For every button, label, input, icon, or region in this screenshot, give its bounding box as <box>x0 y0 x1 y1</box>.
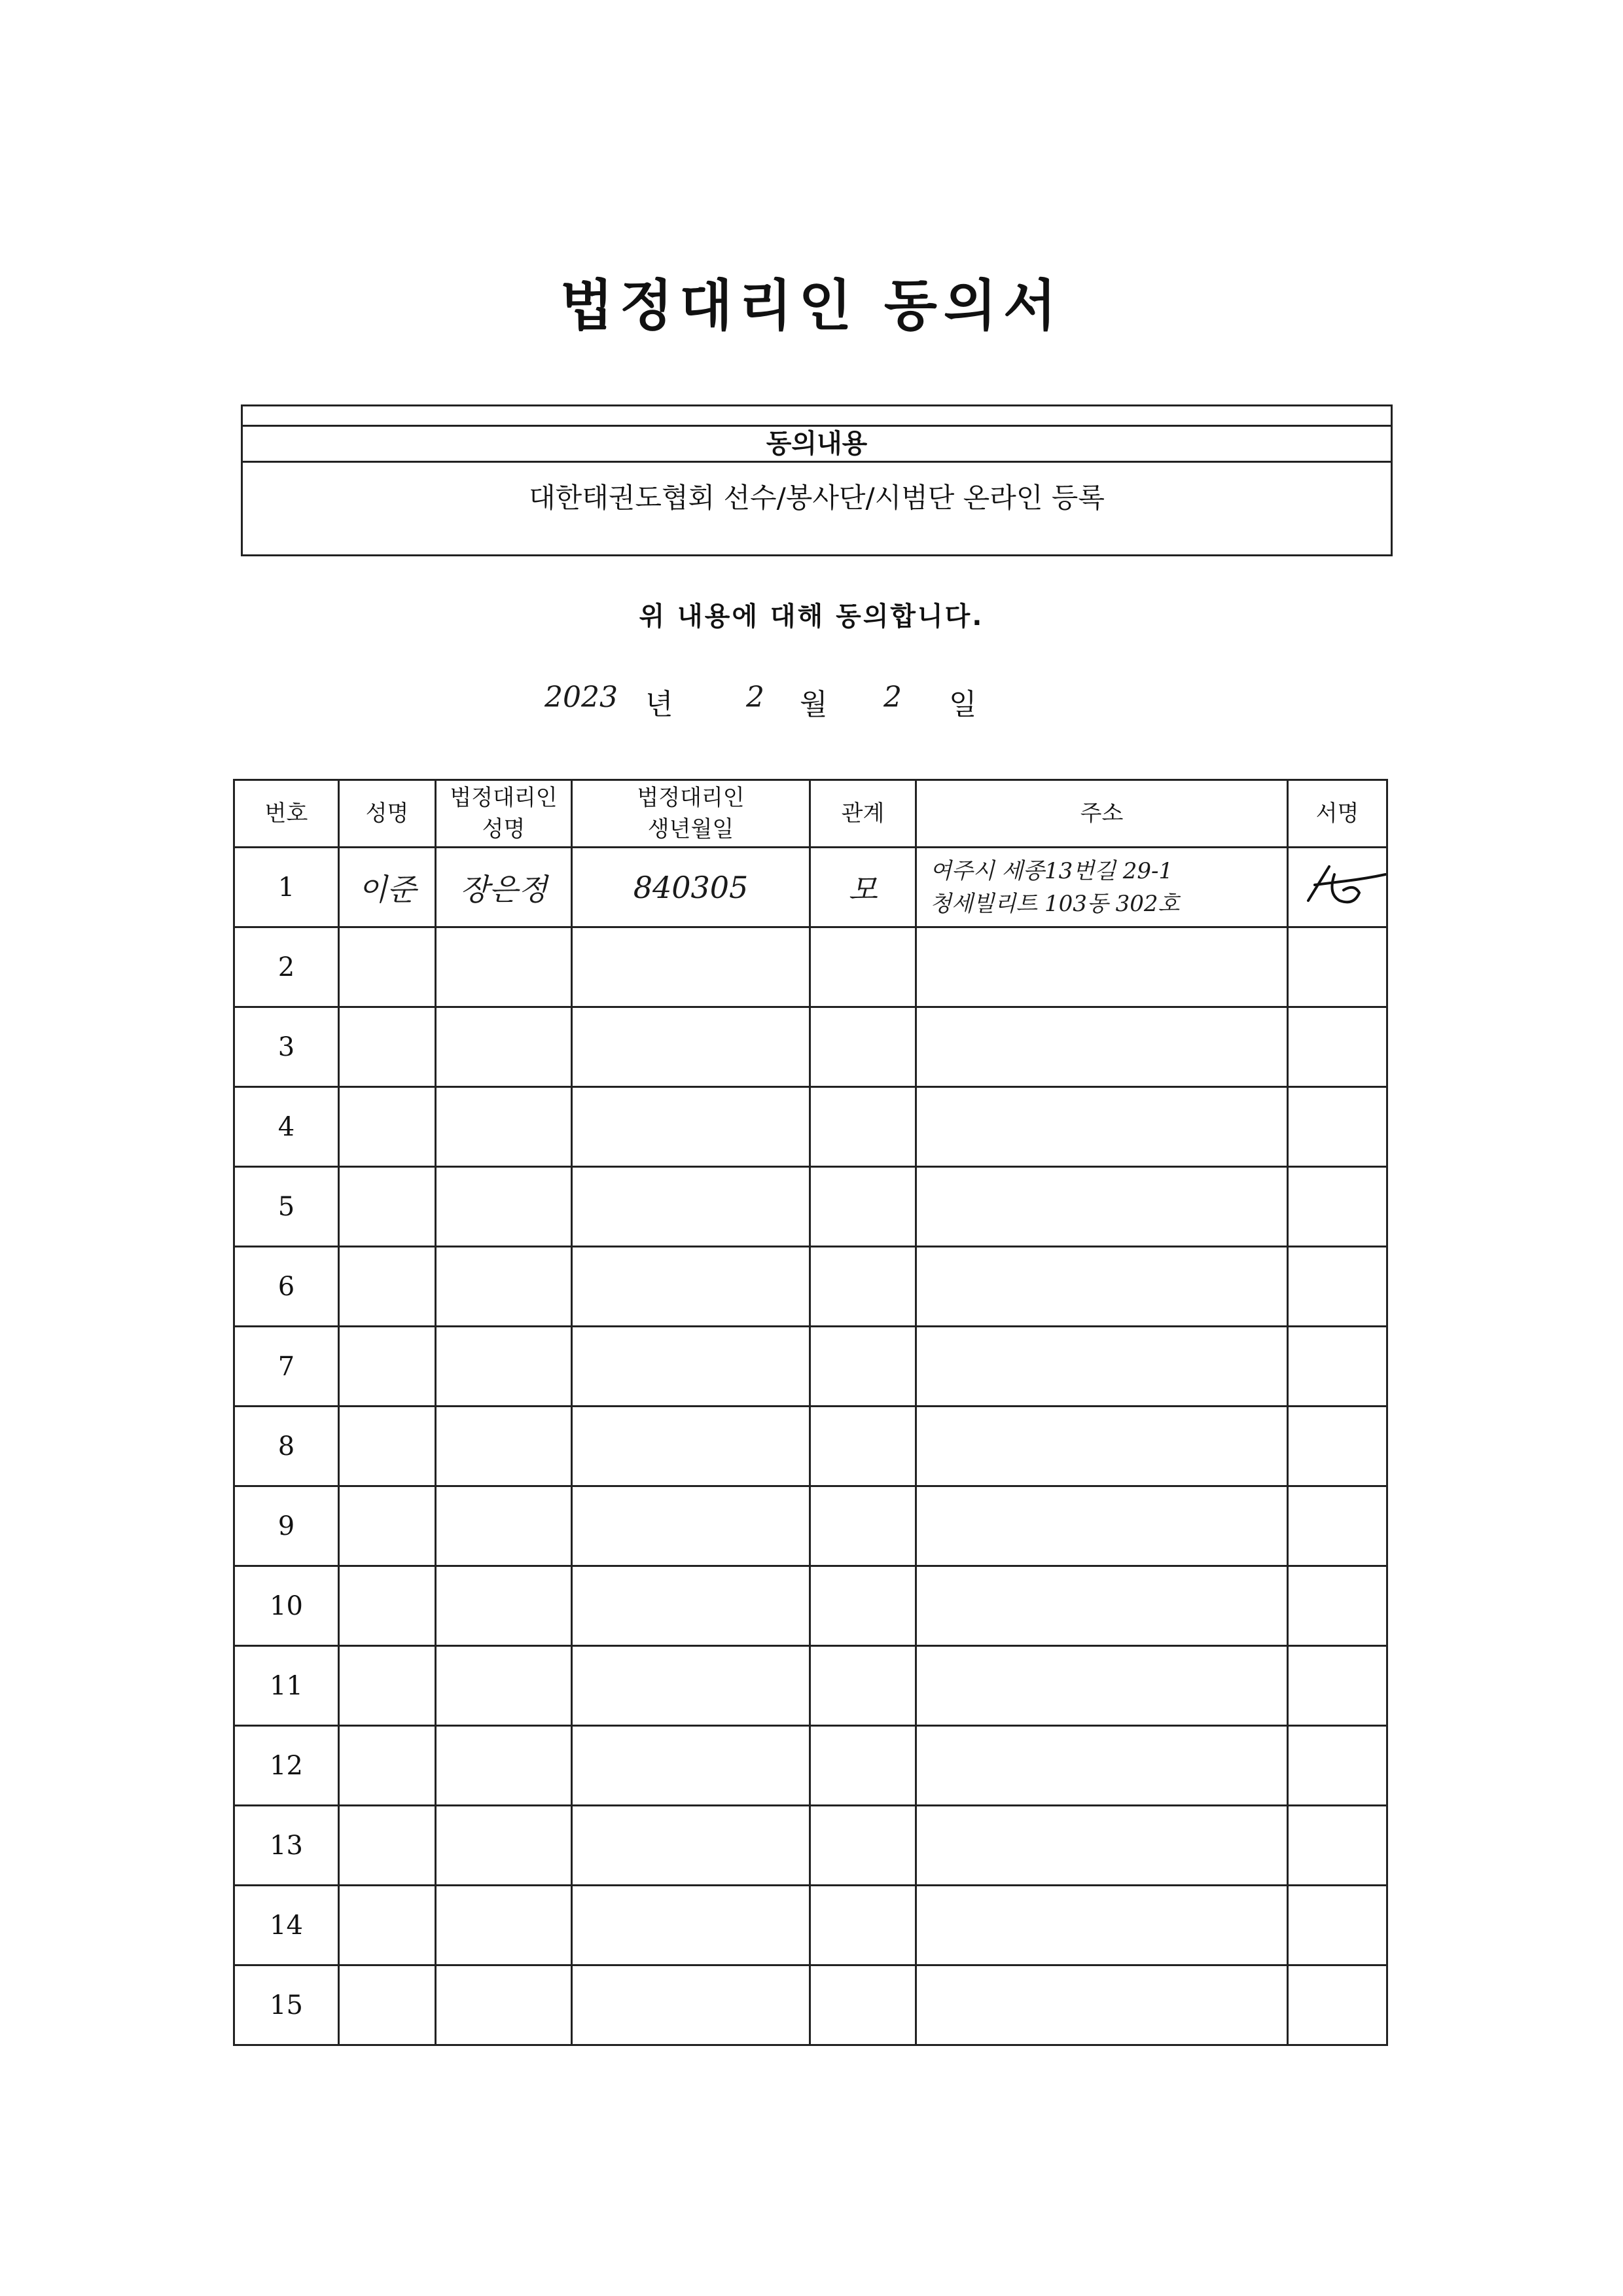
student-name <box>339 1007 436 1087</box>
student-name <box>339 927 436 1007</box>
guardian-birth <box>572 1646 810 1726</box>
header-relation: 관계 <box>810 780 916 848</box>
guardian-birth: 840305 <box>572 848 810 927</box>
guardian-name <box>436 1247 572 1327</box>
guardian-name <box>436 1327 572 1407</box>
guardian-name <box>436 1407 572 1486</box>
signature-cell <box>1288 848 1387 927</box>
header-no: 번호 <box>234 780 339 848</box>
guardian-name <box>436 1007 572 1087</box>
guardian-birth <box>572 927 810 1007</box>
signature-cell <box>1288 1087 1387 1167</box>
guardian-birth <box>572 1566 810 1646</box>
table-row <box>234 1886 1387 1965</box>
guardian-name: 장은정 <box>436 848 572 927</box>
table-row <box>234 927 1387 1007</box>
signature-cell <box>1288 1726 1387 1806</box>
row-number: 11 <box>234 1646 339 1726</box>
relation: 모 <box>810 848 916 927</box>
signature-cell <box>1288 1806 1387 1886</box>
relation <box>810 1007 916 1087</box>
row-number: 2 <box>234 927 339 1007</box>
table-row <box>234 1247 1387 1327</box>
row-number: 1 <box>234 848 339 927</box>
table-row <box>234 1726 1387 1806</box>
guardian-birth <box>572 1087 810 1167</box>
student-name <box>339 1167 436 1247</box>
signature-cell <box>1288 927 1387 1007</box>
date-year: 2023 <box>544 681 618 714</box>
signature-cell <box>1288 1886 1387 1965</box>
table-row <box>234 1007 1387 1087</box>
row-number: 4 <box>234 1087 339 1167</box>
guardian-name <box>436 1886 572 1965</box>
signature-cell <box>1288 1965 1387 2045</box>
student-name <box>339 1247 436 1327</box>
guardian-name <box>436 1806 572 1886</box>
date-day: 2 <box>883 681 902 714</box>
relation <box>810 1327 916 1407</box>
table-row <box>234 848 1387 927</box>
guardian-birth <box>572 1486 810 1566</box>
signature-cell <box>1288 1566 1387 1646</box>
guardian-birth <box>572 1806 810 1886</box>
student-name <box>339 1726 436 1806</box>
header-signature: 서명 <box>1288 780 1387 848</box>
guardian-birth <box>572 1407 810 1486</box>
agree-statement: 위 내용에 대해 동의합니다. <box>639 601 984 632</box>
student-name <box>339 1965 436 2045</box>
row-number: 10 <box>234 1566 339 1646</box>
row-number: 7 <box>234 1327 339 1407</box>
guardian-birth <box>572 1965 810 2045</box>
table-row <box>234 1167 1387 1247</box>
consent-box <box>241 404 1393 556</box>
relation <box>810 1886 916 1965</box>
relation <box>810 1726 916 1806</box>
signature-cell <box>1288 1247 1387 1327</box>
consent-header: 동의내용 <box>243 425 1391 463</box>
date-month: 2 <box>746 681 764 714</box>
student-name <box>339 1806 436 1886</box>
student-name <box>339 1646 436 1726</box>
row-number: 13 <box>234 1806 339 1886</box>
signature-cell <box>1288 1327 1387 1407</box>
consent-table <box>233 779 1388 2046</box>
relation <box>810 1247 916 1327</box>
address <box>916 1247 1288 1327</box>
table-row <box>234 1327 1387 1407</box>
relation <box>810 1566 916 1646</box>
table-row <box>234 1646 1387 1726</box>
signature-cell <box>1288 1407 1387 1486</box>
guardian-name <box>436 1486 572 1566</box>
address <box>916 1327 1288 1407</box>
guardian-birth <box>572 1247 810 1327</box>
guardian-name <box>436 1965 572 2045</box>
table-row <box>234 1407 1387 1486</box>
guardian-name <box>436 1167 572 1247</box>
table-row <box>234 1965 1387 2045</box>
student-name <box>339 1566 436 1646</box>
address <box>916 848 1288 927</box>
address <box>916 1646 1288 1726</box>
row-number: 12 <box>234 1726 339 1806</box>
header-guardian-name: 법정대리인 성명 <box>436 780 572 848</box>
student-name <box>339 1407 436 1486</box>
address <box>916 1087 1288 1167</box>
address <box>916 1886 1288 1965</box>
relation <box>810 1965 916 2045</box>
address <box>916 1726 1288 1806</box>
guardian-birth <box>572 1167 810 1247</box>
address <box>916 1007 1288 1087</box>
relation <box>810 1806 916 1886</box>
guardian-name <box>436 927 572 1007</box>
header-name: 성명 <box>339 780 436 848</box>
address <box>916 1486 1288 1566</box>
guardian-birth <box>572 1327 810 1407</box>
guardian-birth <box>572 1726 810 1806</box>
address <box>916 1806 1288 1886</box>
student-name <box>339 1327 436 1407</box>
row-number: 8 <box>234 1407 339 1486</box>
date-year-unit: 년 <box>645 688 673 721</box>
row-number: 3 <box>234 1007 339 1087</box>
address <box>916 1407 1288 1486</box>
document-title: 법정대리인 동의서 <box>560 274 1063 338</box>
relation <box>810 927 916 1007</box>
row-number: 6 <box>234 1247 339 1327</box>
consent-body: 대한태권도협회 선수/봉사단/시범단 온라인 등록 <box>529 482 1105 514</box>
address <box>916 1965 1288 2045</box>
student-name <box>339 1486 436 1566</box>
date-month-unit: 월 <box>800 688 828 721</box>
header-guardian-birth: 법정대리인 생년월일 <box>572 780 810 848</box>
table-row <box>234 1566 1387 1646</box>
student-name <box>339 1886 436 1965</box>
address-line-1: 여주시 세종13번길 29-1 <box>930 857 1173 884</box>
relation <box>810 1167 916 1247</box>
guardian-birth <box>572 1886 810 1965</box>
row-number: 14 <box>234 1886 339 1965</box>
table-row <box>234 1087 1387 1167</box>
address-line-2: 청세빌리트 103동 302호 <box>930 890 1180 917</box>
row-number: 9 <box>234 1486 339 1566</box>
signature-cell <box>1288 1007 1387 1087</box>
table-row <box>234 1806 1387 1886</box>
guardian-name <box>436 1087 572 1167</box>
student-name <box>339 1087 436 1167</box>
row-number: 5 <box>234 1167 339 1247</box>
guardian-name <box>436 1726 572 1806</box>
row-number: 15 <box>234 1965 339 2045</box>
relation <box>810 1087 916 1167</box>
handwritten-signature <box>1289 855 1387 914</box>
address <box>916 1167 1288 1247</box>
relation <box>810 1646 916 1726</box>
date-day-unit: 일 <box>949 688 977 721</box>
signature-cell <box>1288 1646 1387 1726</box>
address <box>916 927 1288 1007</box>
header-address: 주소 <box>916 780 1288 848</box>
guardian-name <box>436 1646 572 1726</box>
signature-cell <box>1288 1486 1387 1566</box>
table-header-row <box>234 780 1387 848</box>
guardian-name <box>436 1566 572 1646</box>
address <box>916 1566 1288 1646</box>
student-name: 이준 <box>339 848 436 927</box>
signature-cell <box>1288 1167 1387 1247</box>
table-row <box>234 1486 1387 1566</box>
relation <box>810 1486 916 1566</box>
guardian-birth <box>572 1007 810 1087</box>
relation <box>810 1407 916 1486</box>
